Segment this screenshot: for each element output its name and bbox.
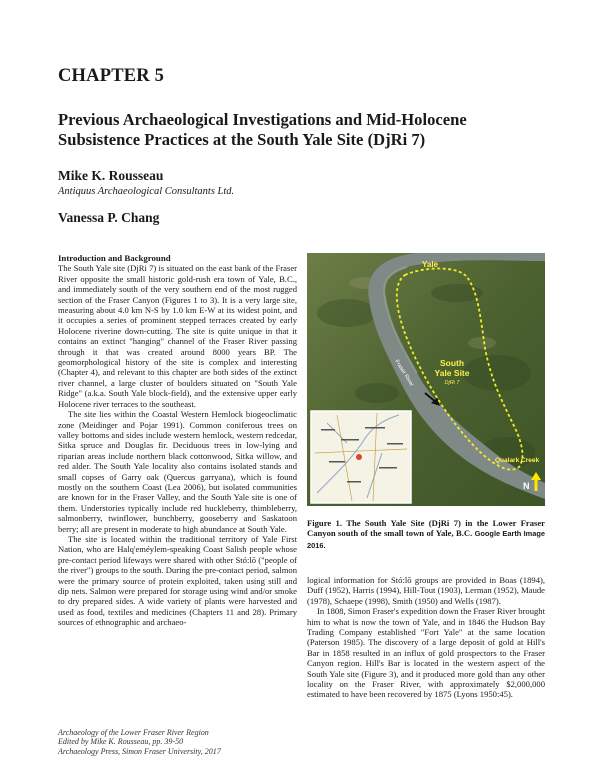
footer-line: Edited by Mike K. Rousseau, pp. 39-50: [58, 737, 184, 747]
footer-line: Archaeology of the Lower Fraser River Region: [58, 728, 209, 737]
paragraph: The site lies within the Coastal Western Hemlock biogeoclimatic zone (Meidinger and Pojar 1991). Common coniferous trees on valley bottoms and sides include western hemlock, western redcedar, Sitka spruce and Douglas fir. Deciduous trees in low-lying and riparian areas include northern black cottonwood, Sitka willow, and red alder. The South Yale locality also contains isolated stands and small copses of Garry oak (Quercus garryana), which is found mostly on the southern Coast (Lea 2006), but isolated communities are known for in the Fraser Valley, and the South Yale site is one of them. Understories typically include red huckleberry, thimbleberry, salmonberry, twinflower, bunchberry, gooseberry and Saskatoon berry; all are present in moderate to high abundance at South Yale.: [58, 409, 297, 534]
right-column: [307, 575, 545, 700]
svg-text:N: N: [523, 481, 530, 491]
label-creek: Qualark Creek: [495, 457, 540, 464]
label-site-code: DjRi 7: [444, 380, 460, 386]
label-site: Yale Site: [434, 368, 470, 378]
aerial-map-graphic: [307, 253, 545, 506]
paragraph: In 1808, Simon Fraser's expedition down the Fraser River brought him to what is now the town of Yale, and in 1846 the Hudson Bay Trading Company established "Fort Yale" at the same location (Paterson 1985). The discovery of a large deposit of gold at Hill's Bar in 1858 resulted in an influx of gold prospectors to the Fraser Canyon region. Hill's Bar is located in the western aspect of the South Yale site (Figure 3), and it produced more gold than any other locality on the Fraser River, with approximately $2,000,000 estimated to have been recovered by 1875 (Lyons 1950:45).: [307, 606, 545, 700]
label-yale: Yale: [422, 260, 439, 269]
author-name: Vanessa P. Chang: [58, 210, 160, 225]
label-site: South: [439, 358, 465, 368]
label-river: Fraser River: [393, 358, 415, 388]
paragraph: The site is located within the traditional territory of Yale First Nation, who are Halq'eméylem-speaking Coast Salish people whose pre-contact period lifeways were shared with other Stó:lō ("people of the river") groups to the south. During the pre-contact period, salmon were the primary source of protein exploited, taken using still and dip nets. Salmon were prepared for storage using wind and/or smoke to dry prepared sides. A wide variety of plants were harvested and used as food, textiles and medicines (Chapters 11 and 28). Primary sources of ethnographic and archaeo-: [58, 533, 297, 628]
left-column: [58, 253, 297, 628]
author-affiliation: Antiquus Archaeological Consultants Ltd.: [58, 186, 235, 197]
paragraph: The South Yale site (DjRi 7) is situated on the east bank of the Fraser River opposite the small historic gold-rush era town of Yale, B.C., and immediately south of the very southern end of the most rugged section of the Fraser Canyon (Figures 1 to 3). It is a very large site, measuring about 4.0 km N-S by 1.0 km E-W at its widest point, and it occupies a series of prominent stepped terraces created by early Holocene riverine down-cutting. The site is quite unique in that it contains an extinct "hanging" channel of the Fraser River passing through it that was created around 8000 years BP. The geomorphological history of the site is complex and interesting (Chapter 4), and relevant to this chapter are both sides of the extinct river channel, a large cluster of boulders situated on "South Yale Ridge" (a.k.a. South Yale block-field), and the extensive upper early Holocene river terraces to the southeast.: [58, 263, 297, 409]
page-footer: [58, 728, 221, 756]
author-name: Mike K. Rousseau: [58, 168, 164, 183]
inset-location-map: [311, 411, 411, 503]
footer-line: Archaeology Press, Simon Fraser University, 2017: [58, 746, 221, 756]
site-aerial-image: [307, 253, 545, 506]
chapter-title: Previous Archaeological Investigations and Mid-Holocene Subsistence Practices at the South Yale Site (DjRi 7): [58, 110, 467, 149]
paragraph: logical information for Stó:lō groups are provided in Boas (1894), Duff (1952), Harris (1994), Hill-Tout (1903), Lerman (1952), Maude (1978), Schaepe (1998), Smith (1950) and Wells (1987).: [307, 575, 545, 606]
chapter-label: CHAPTER 5: [58, 66, 165, 86]
figure-caption: [307, 518, 545, 551]
caption-source: Google Earth Image 2016.: [307, 529, 545, 550]
section-heading: Introduction and Background: [58, 253, 171, 263]
caption-text: Figure 1. The South Yale Site (DjRi 7) in the Lower Fraser Canyon south of the small town of Yale, B.C.: [307, 518, 545, 539]
